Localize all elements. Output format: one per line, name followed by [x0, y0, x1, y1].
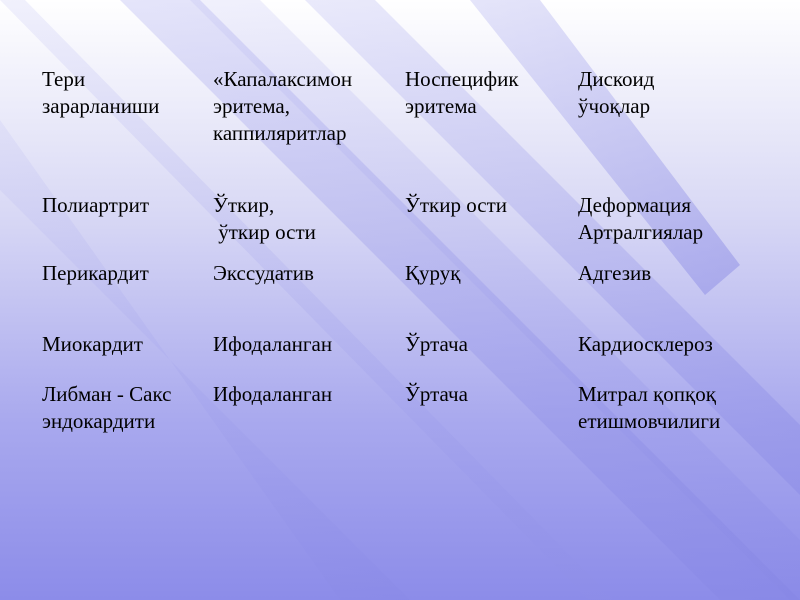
table-cell: Ўртача	[405, 382, 468, 406]
table-cell: Полиартрит	[42, 193, 149, 217]
table-cell: Кардиосклероз	[578, 332, 713, 356]
table-cell: Либман - Сакс эндокардити	[42, 382, 172, 433]
table-cell: Қуруқ	[405, 261, 461, 285]
table-cell: Миокардит	[42, 332, 143, 356]
table-cell: Адгезив	[578, 261, 652, 285]
table-cell: Тери зарарланиши	[42, 67, 160, 118]
table-cell: Деформация Артралгиялар	[578, 193, 704, 244]
table-cell: Носпецифик эритема	[405, 67, 519, 118]
table-cell: Экссудатив	[213, 261, 314, 285]
table-cell: Дискоид ўчоқлар	[578, 67, 655, 118]
table-cell: Ифодаланган	[213, 332, 333, 356]
table-cell: Перикардит	[42, 261, 149, 285]
table-cell: Ўртача	[405, 332, 468, 356]
table-cell: Ифодаланган	[213, 382, 333, 406]
table-cell: «Капалаксимон эритема, каппиляритлар	[213, 67, 353, 145]
table-cell: Ўткир, ўткир ости	[213, 193, 316, 244]
table-cell: Ўткир ости	[405, 193, 507, 217]
table-cell: Митрал қопқоқ етишмовчилиги	[578, 382, 721, 433]
